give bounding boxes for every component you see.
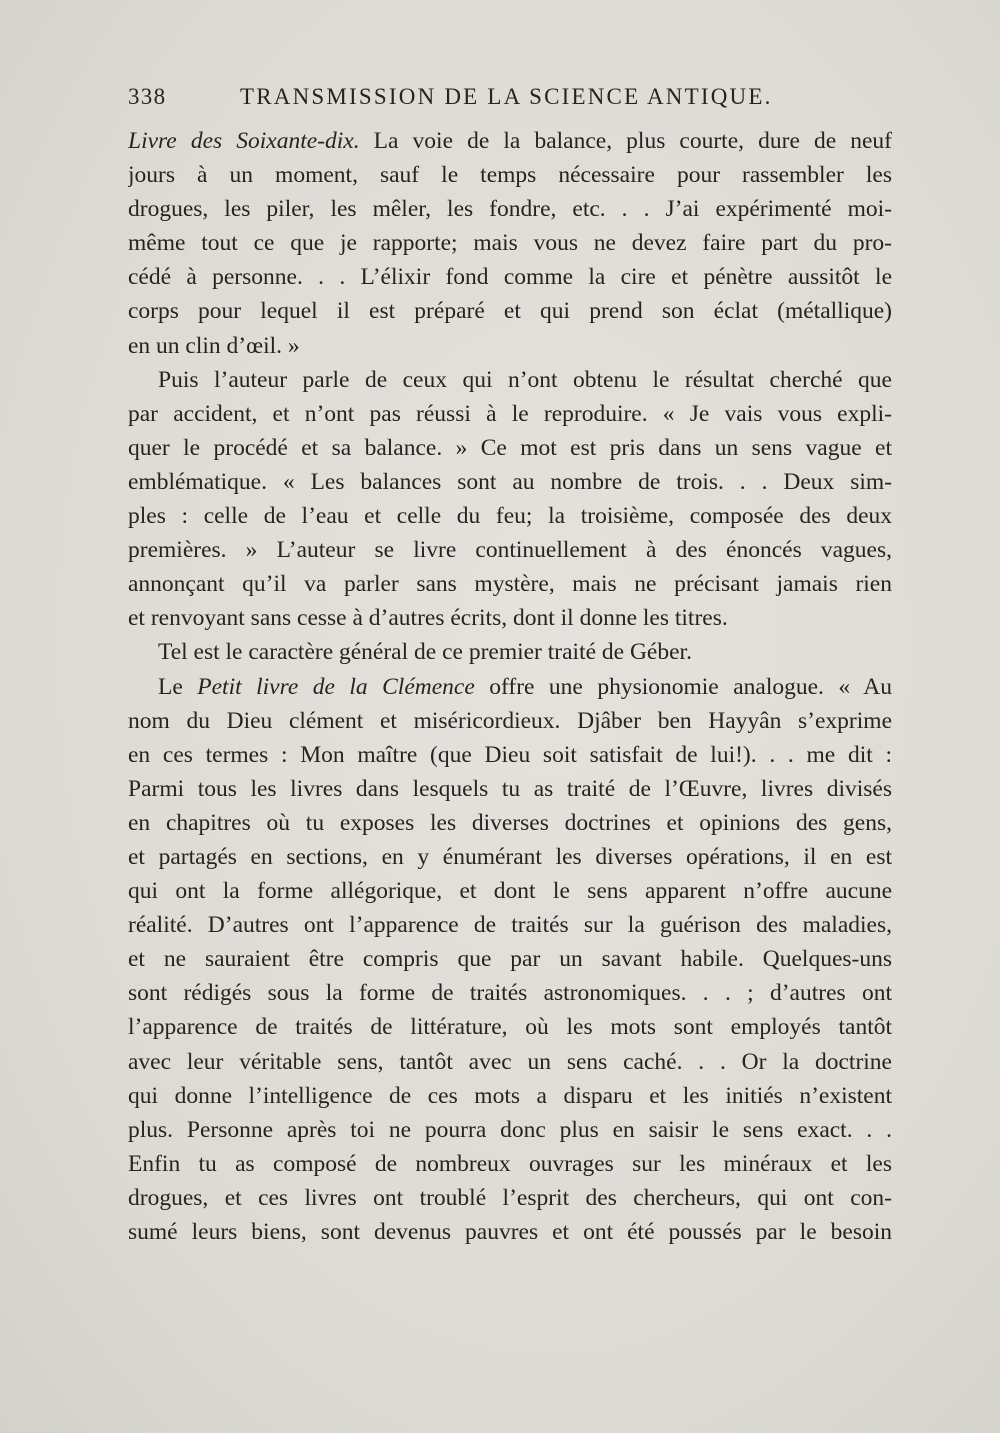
text-line: cédé à personne. . . L’élixir fond comme la cire et pénètre aussitôt le bbox=[128, 264, 892, 291]
text-line: en chapitres où tu exposes les diverses doctrines et opinions des gens, bbox=[128, 809, 892, 836]
text-line: nom du Dieu clément et miséricordieux. Djâber ben Hayyân s’exprime bbox=[128, 707, 892, 734]
text-line: emblématique. « Les balances sont au nombre de trois. . . Deux sim- bbox=[128, 468, 892, 495]
text-line: Le Petit livre de la Clémence offre une physionomie analogue. « Au bbox=[158, 673, 892, 700]
running-head bbox=[128, 84, 892, 114]
text-line: quer le procédé et sa balance. » Ce mot est pris dans un sens vague et bbox=[128, 434, 892, 461]
text-line: sont rédigés sous la forme de traités astronomiques. . . ; d’autres ont bbox=[128, 980, 892, 1007]
text-line: Enfin tu as composé de nombreux ouvrages sur les minéraux et les bbox=[128, 1150, 892, 1177]
text-line: ples : celle de l’eau et celle du feu; la troisième, composée des deux bbox=[128, 503, 892, 530]
text-line: et renvoyant sans cesse à d’autres écrits, dont il donne les titres. bbox=[128, 605, 728, 632]
page-number: 338 bbox=[128, 84, 167, 109]
text-line: en un clin d’œil. » bbox=[128, 332, 300, 359]
text-line: par accident, et n’ont pas réussi à le reproduire. « Je vais vous expli- bbox=[128, 400, 892, 427]
text-line: en ces termes : Mon maître (que Dieu soit satisfait de lui!). . . me dit : bbox=[128, 741, 892, 768]
text-line: sumé leurs biens, sont devenus pauvres et ont été poussés par le besoin bbox=[128, 1219, 892, 1245]
text-line: corps pour lequel il est préparé et qui prend son éclat (métallique) bbox=[128, 298, 892, 325]
text-line: Parmi tous les livres dans lesquels tu as traité de l’Œuvre, livres divisés bbox=[128, 775, 892, 802]
text-line: drogues, les piler, les mêler, les fondre, etc. . . J’ai expérimenté moi- bbox=[128, 196, 892, 223]
body-text bbox=[128, 124, 892, 1249]
text-line: annonçant qu’il va parler sans mystère, mais ne précisant jamais rien bbox=[128, 571, 892, 598]
text-line: qui ont la forme allégorique, et dont le sens apparent n’offre aucune bbox=[128, 878, 892, 905]
book-title: Petit livre de la Clémence bbox=[197, 673, 475, 700]
text-line: et ne sauraient être compris que par un savant habile. Quelques-uns bbox=[128, 946, 892, 973]
text-line: premières. » L’auteur se livre continuellement à des énoncés vagues, bbox=[128, 537, 892, 564]
text-line: drogues, et ces livres ont troublé l’esprit des chercheurs, qui ont con- bbox=[128, 1184, 892, 1211]
text-line: et partagés en sections, en y énumérant les diverses opérations, il en est bbox=[128, 843, 892, 870]
text-line: plus. Personne après toi ne pourra donc plus en saisir le sens exact. . . bbox=[128, 1116, 892, 1143]
running-title: TRANSMISSION DE LA SCIENCE ANTIQUE. bbox=[240, 84, 773, 109]
text-line: avec leur véritable sens, tantôt avec un sens caché. . . Or la doctrine bbox=[128, 1048, 892, 1075]
text-line: Puis l’auteur parle de ceux qui n’ont obtenu le résultat cherché que bbox=[158, 366, 892, 393]
text-line: Livre des Soixante-dix. La voie de la balance, plus courte, dure de neuf bbox=[128, 128, 892, 154]
book-title: Livre des Soixante-dix. bbox=[128, 128, 360, 154]
text-line: même tout ce que je rapporte; mais vous ne devez faire part du pro- bbox=[128, 230, 892, 257]
text-line: jours à un moment, sauf le temps nécessaire pour rassembler les bbox=[128, 162, 892, 189]
text-line: réalité. D’autres ont l’apparence de traités sur la guérison des maladies, bbox=[128, 912, 892, 939]
text-line: l’apparence de traités de littérature, où les mots sont employés tantôt bbox=[128, 1014, 892, 1041]
text-line: Tel est le caractère général de ce premier traité de Géber. bbox=[158, 639, 692, 666]
text-line: qui donne l’intelligence de ces mots a disparu et les initiés n’existent bbox=[128, 1082, 892, 1109]
